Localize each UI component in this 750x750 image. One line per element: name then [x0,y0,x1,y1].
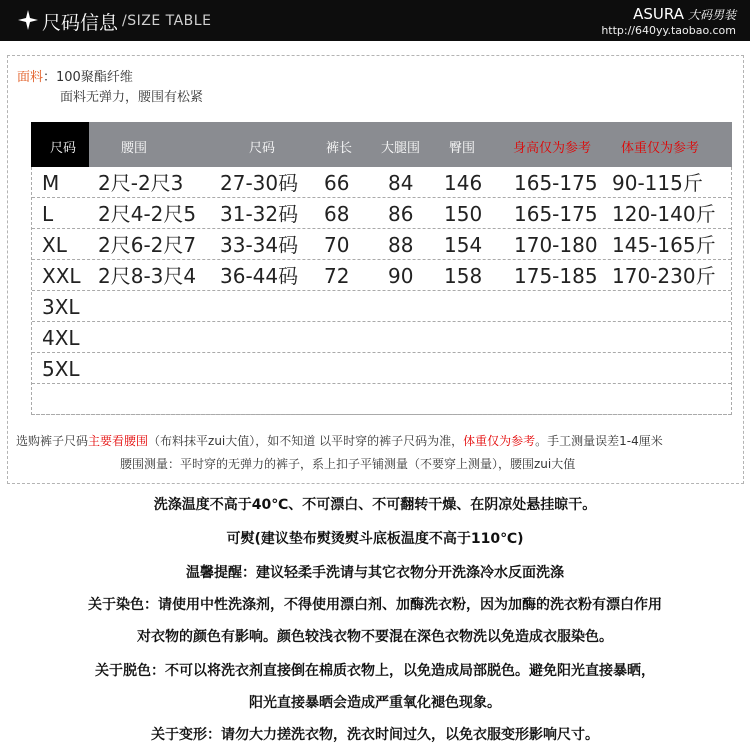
table-cell: 170-230斤 [612,264,716,288]
table-cell: 4XL [42,326,80,350]
header-bar [0,0,750,41]
note-highlight-waist: 主要看腰围 [88,434,149,448]
th-thigh: 大腿围 [381,141,421,156]
care-line: 可熨(建议垫布熨烫熨斗底板温度不高于110℃) [226,531,524,547]
table-cell: 146 [444,171,483,195]
table-row [32,198,731,229]
size-selection-note [16,432,663,449]
brand-name: ASURA [633,5,684,23]
note-highlight-weight: 体重仅为参考 [463,434,536,448]
th-size-code: 尺码 [249,141,276,156]
table-cell: 158 [444,264,483,288]
th-hip: 臀围 [449,141,476,156]
care-line: 关于染色：请使用中性洗涤剂，不得使用漂白剂、加酶洗衣粉，因为加酶的洗衣粉有漂白作用 [88,597,662,613]
table-cell: 154 [444,233,483,257]
table-cell: 150 [444,202,483,226]
note-text-c: （布料抹平zui大值），如不知道 以平时穿的裤子尺码为准， [148,434,464,448]
table-cell: 31-32码 [220,202,299,226]
care-line: 洗涤温度不高于40℃、不可漂白、不可翻转干燥、在阴凉处悬挂晾干。 [153,497,597,513]
table-row [32,291,731,322]
table-cell: 84 [388,171,414,195]
table-row [32,384,731,415]
brand-script: 大码男装 [687,8,736,22]
table-cell: 165-175 [514,202,598,226]
care-line: 关于脱色：不可以将洗衣剂直接倒在棉质衣物上，以免造成局部脱色。避免阳光直接暴晒， [95,663,655,679]
th-size: 尺码 [50,141,77,156]
table-cell: M [42,171,60,195]
note-text-e: 。手工测量误差1-4厘米 [535,434,663,448]
table-cell: 2尺8-3尺4 [98,264,197,288]
table-cell: 5XL [42,357,80,381]
care-line: 关于变形：请勿大力搓洗衣物，洗衣时间过久，以免衣服变形影响尺寸。 [151,727,599,743]
table-row [32,167,731,198]
table-row [32,229,731,260]
table-cell: 36-44码 [220,264,299,288]
table-cell: 68 [324,202,350,226]
table-body [31,167,732,415]
fabric-label: 面料 [17,70,44,85]
waist-measure-note: 腰围测量：平时穿的无弹力的裤子，系上扣子平铺测量（不要穿上测量），腰围zui大值 [120,457,576,471]
table-cell: 33-34码 [220,233,299,257]
table-cell: 86 [388,202,414,226]
th-length: 裤长 [326,141,353,156]
fabric-value: ：100聚酯纤维 [43,70,133,85]
table-row [32,322,731,353]
table-cell: 27-30码 [220,171,299,195]
table-cell: 70 [324,233,350,257]
four-point-star-icon [18,10,38,30]
table-cell: 90 [388,264,414,288]
th-weight: 体重仅为参考 [621,141,700,156]
table-cell: 175-185 [514,264,598,288]
th-waist: 腰围 [121,141,148,156]
table-cell: 66 [324,171,350,195]
care-line: 对衣物的颜色有影响。颜色较浅衣物不要混在深色衣物洗以免造成衣服染色。 [137,629,613,645]
table-cell: 145-165斤 [612,233,716,257]
care-line: 温馨提醒：建议轻柔手洗请与其它衣物分开洗涤冷水反面洗涤 [186,565,564,581]
table-cell: 2尺6-2尺7 [98,233,197,257]
table-cell: L [42,202,54,226]
th-height: 身高仅为参考 [513,141,592,156]
shop-url[interactable]: http://640yy.taobao.com [601,24,736,37]
table-header [31,122,732,167]
table-cell: XL [42,233,67,257]
table-cell: 170-180 [514,233,598,257]
table-cell: 120-140斤 [612,202,716,226]
fabric-line [17,66,133,85]
table-cell: XXL [42,264,81,288]
header-title: 尺码信息 [42,12,119,34]
table-cell: 2尺4-2尺5 [98,202,197,226]
table-cell: 72 [324,264,350,288]
table-cell: 88 [388,233,414,257]
header-subtitle: /SIZE TABLE [122,13,212,29]
table-cell: 2尺-2尺3 [98,171,184,195]
brand-logo [633,5,736,23]
fabric-note: 面料无弹力，腰围有松紧 [60,90,204,105]
table-cell: 165-175 [514,171,598,195]
table-row [32,353,731,384]
table-row [32,260,731,291]
note-text-a: 选购裤子尺码 [16,434,89,448]
care-line: 阳光直接暴晒会造成严重氧化褪色现象。 [249,695,501,711]
table-cell: 90-115斤 [612,171,703,195]
table-cell: 3XL [42,295,80,319]
